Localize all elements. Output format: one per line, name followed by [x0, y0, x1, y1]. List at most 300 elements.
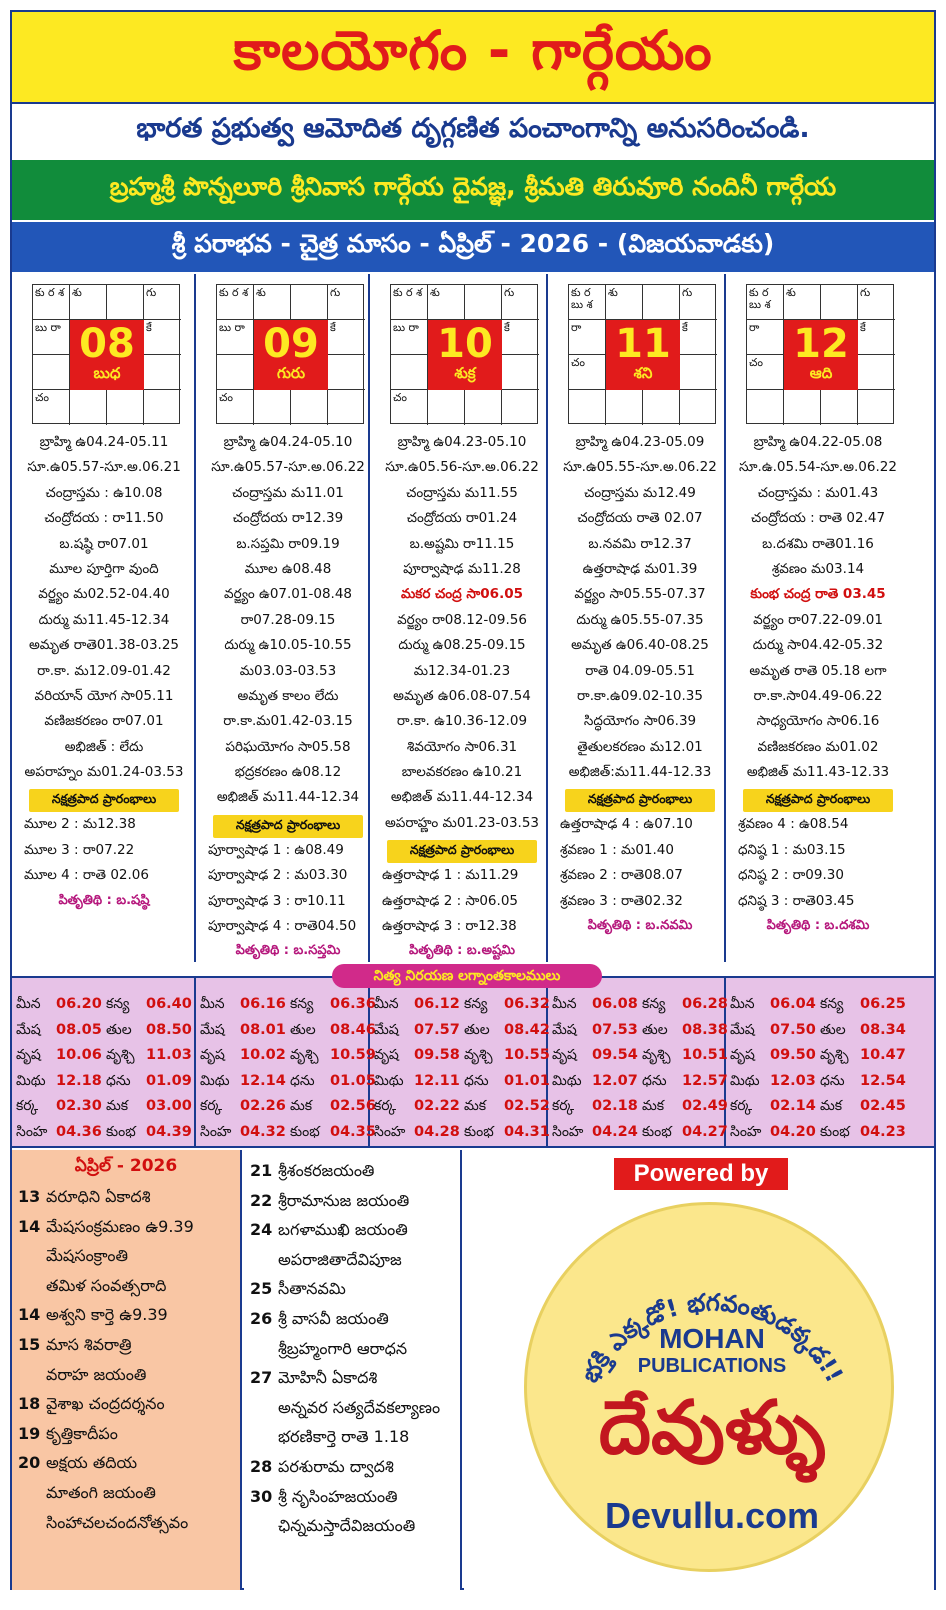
panchang-row: సిద్ధయోగం సా06.39: [583, 713, 697, 730]
lagna-time: 12.18: [56, 1072, 102, 1089]
planet-chart: [216, 284, 364, 424]
festival-item: [18, 1271, 234, 1301]
festival-name: అపరాజితాదేవిపూజ: [278, 1249, 402, 1269]
lagna-sign: వృష: [374, 1047, 399, 1063]
panchang-row: చంద్రాస్తమ మ11.55: [406, 484, 518, 501]
lagna-sign: మక: [290, 1098, 313, 1114]
panchang-row: దుర్ము సా04.42-05.32: [752, 637, 884, 654]
lagna-time: 01.09: [146, 1072, 192, 1089]
panchang-row: దుర్ము మ11.45-12.34: [38, 611, 170, 628]
festival-item: [18, 1448, 234, 1478]
panchang-row: చంద్రాస్తమ మ12.49: [584, 484, 696, 501]
chart-cell: చం: [33, 390, 70, 425]
pitru-tithi: పితృతిథి : బ.సప్తమి: [235, 943, 341, 959]
chart-cell: శు: [606, 285, 643, 320]
festival-item: [18, 1360, 234, 1390]
lagna-time: 12.07: [592, 1072, 638, 1089]
lagna-time: 02.45: [860, 1098, 906, 1114]
festival-heading: ఏప్రిల్ - 2026: [74, 1156, 178, 1176]
festival-name: మేషసంక్రాంతి: [46, 1246, 129, 1266]
chart-cell: కు ర బు శ: [747, 285, 784, 320]
panchang-row: పూర్వాషాఢ మ11.28: [403, 560, 521, 577]
festival-date: 26: [250, 1308, 273, 1328]
panchang-row: అభిజిత్ : లేదు: [64, 738, 144, 755]
panchang-row: పరిఘయోగం సా05.58: [225, 738, 351, 755]
chart-cell: [502, 390, 539, 425]
subtitle-authors: బ్రహ్మశ్రీ పొన్నలూరి శ్రీనివాస గార్గేయ దైవజ్ఞ, శ్రీమతి తిరువూరి నందినీ గార్గేయ: [12, 160, 934, 220]
chart-cell: కు ర శ: [217, 285, 254, 320]
festival-name: వరాహ జయంతి: [46, 1364, 147, 1384]
lagna-row: [12, 1018, 194, 1044]
lagna-sign: కుంభ: [464, 1123, 494, 1140]
logo-publications: PUBLICATIONS: [637, 1355, 787, 1377]
lagna-sign: మీన: [200, 996, 225, 1012]
panchang-details: [16, 430, 192, 911]
lagna-row: [370, 1120, 550, 1146]
nakshatra-row: ఉత్తరాషాఢ 2 : సా06.05: [382, 892, 518, 909]
chart-cell: రా: [569, 320, 606, 355]
festival-name: ఛిన్నమస్తాదేవిజయంతి: [278, 1516, 416, 1536]
lagna-sign: మేష: [552, 1021, 577, 1038]
lagna-row: [370, 992, 550, 1018]
nakshatra-row: ఉత్తరాషాఢ 1 : మ11.29: [382, 867, 519, 884]
chart-cell: [465, 285, 502, 320]
day-columns: [12, 274, 934, 962]
lagna-sign: మిథు: [16, 1072, 46, 1089]
lagna-time: 09.58: [414, 1047, 460, 1063]
nakshatra-row: శ్రవణం 4 : ఉ08.54: [738, 816, 849, 833]
chart-cell: కే: [680, 320, 717, 355]
chart-cell: [107, 390, 144, 425]
chart-cell: బు రా: [33, 320, 70, 355]
festival-name: శ్రీ వాసవీ జయంతి: [278, 1308, 389, 1328]
festival-name: కృత్తికాదీపం: [46, 1423, 118, 1443]
chart-cell: [680, 355, 717, 390]
festival-item: [250, 1363, 454, 1393]
panchang-row: అమృత కాలం లేదు: [237, 687, 339, 704]
nakshatra-heading: నక్షత్రపాద ప్రారంభాలు: [743, 789, 893, 812]
lagna-sign: మేష: [374, 1021, 399, 1038]
festival-item: [250, 1511, 454, 1541]
panchang-row: వరియాన్ యోగ సా05.11: [34, 687, 174, 704]
lagna-time: 08.46: [330, 1021, 376, 1038]
panchang-row: అమృత రాతె 05.18 లగా: [749, 662, 887, 679]
lagna-sign: కర్క: [16, 1098, 39, 1114]
festival-name: మాస శివరాత్రి: [46, 1334, 132, 1354]
lagna-time: 04.32: [240, 1123, 286, 1140]
lagna-column: [726, 978, 906, 1146]
pitru-tithi: పితృతిథి : బ.అష్టమి: [409, 943, 515, 959]
panchang-row: వర్జ్యం సా05.55-07.37: [574, 586, 706, 603]
lagna-sign: మేష: [730, 1021, 755, 1038]
festival-date: 25: [250, 1279, 273, 1299]
chart-cell: [291, 285, 328, 320]
lagna-time: 02.18: [592, 1098, 638, 1114]
lagna-row: [726, 1018, 906, 1044]
panchang-row: బ.అష్టమి రా11.15: [409, 535, 515, 552]
panchang-row: అభిజిత్ మ11.44-12.34: [390, 789, 534, 806]
chart-cell: కే: [144, 320, 181, 355]
festival-name: వరూధిని ఏకాదశి: [46, 1187, 151, 1206]
lagna-sign: సింహ: [374, 1123, 406, 1140]
festival-item: [250, 1452, 454, 1482]
chart-cell: గు: [858, 285, 895, 320]
lagna-time: 09.54: [592, 1047, 638, 1063]
lagna-time: 12.54: [860, 1072, 906, 1089]
festival-name: అశ్వని కార్తె ఉ9.39: [46, 1305, 168, 1325]
festival-date: 21: [250, 1161, 273, 1180]
panchang-row: అమృత ఉ06.40-08.25: [571, 637, 709, 654]
lagna-row: [12, 992, 194, 1018]
panchang-row: దుర్ము ఉ10.05-10.55: [224, 637, 352, 654]
festival-item: [18, 1419, 234, 1449]
lagna-sign: తుల: [106, 1021, 132, 1038]
festival-name: అక్షయ తదియ: [46, 1453, 138, 1473]
lagna-sign: కన్య: [290, 996, 314, 1012]
chart-cell: [107, 285, 144, 320]
lagna-time: 06.16: [240, 996, 286, 1012]
lagna-time: 04.31: [504, 1123, 550, 1140]
lagna-time: 08.38: [682, 1021, 728, 1038]
lagna-sign: కర్క: [730, 1098, 753, 1114]
panchang-row: అమృత ఉ06.08-07.54: [393, 687, 531, 704]
chart-cell: [858, 390, 895, 425]
lagna-time: 04.36: [56, 1123, 102, 1140]
lagna-sign: వృశ్చి: [464, 1047, 493, 1063]
panchang-row: చంద్రాస్తమ : మ01.43: [757, 484, 879, 501]
chart-cell: గు: [502, 285, 539, 320]
lagna-sign: మిథు: [552, 1072, 582, 1089]
lagna-time: 08.50: [146, 1021, 192, 1038]
panchang-row: బ్రాహ్మి ఉ04.24-05.11: [39, 434, 169, 450]
festival-item: [250, 1274, 454, 1304]
panchang-row: వర్జ్యం రా07.22-09.01: [753, 611, 883, 628]
festival-name: భరణికార్తె రాతె 1.18: [278, 1427, 410, 1447]
logo-website-link[interactable]: Devullu.com: [604, 1495, 820, 1536]
weekday-label: గురు: [276, 364, 306, 382]
panchang-row: అభిజిత్ మ11.44-12.34: [216, 789, 360, 806]
chart-cell: [217, 355, 254, 390]
lagna-sign: మీన: [730, 996, 755, 1012]
chart-cell: [502, 355, 539, 390]
lagna-row: [548, 1094, 728, 1120]
day-column: [370, 274, 548, 962]
chart-cell: గు: [328, 285, 365, 320]
chart-cell: గు: [144, 285, 181, 320]
panchang-row: వర్జ్యం రా08.12-09.56: [397, 611, 527, 628]
weekday-label: ఆది: [809, 364, 833, 382]
lagna-sign: మీన: [16, 996, 41, 1012]
festival-name: సింహాచలచందనోత్సవం: [46, 1512, 189, 1532]
festival-name: పరశురామ ద్వాదశి: [278, 1456, 394, 1476]
festival-list-right: [244, 1150, 462, 1590]
panchang-row: వణిజకరణం మ01.02: [757, 738, 879, 755]
date-number: 10: [437, 321, 493, 367]
lagna-time: 01.01: [504, 1072, 550, 1089]
lagna-time: 02.30: [56, 1098, 102, 1114]
chart-cell: [606, 390, 643, 425]
lagna-time: 04.23: [860, 1123, 906, 1140]
lagna-sign: వృశ్చి: [106, 1047, 135, 1063]
lagna-sign: కర్క: [552, 1098, 575, 1114]
lagna-time: 12.57: [682, 1072, 728, 1089]
lagna-time: 02.52: [504, 1098, 550, 1114]
nakshatra-heading: నక్షత్రపాద ప్రారంభాలు: [29, 789, 179, 812]
nakshatra-row: శ్రవణం 3 : రాతె02.32: [560, 892, 683, 909]
chart-cell: శు: [428, 285, 465, 320]
lagna-sign: ధను: [820, 1072, 845, 1089]
lagna-sign: కర్క: [200, 1098, 223, 1114]
chart-cell: [328, 390, 365, 425]
lagna-sign: కుంభ: [820, 1123, 850, 1140]
panchang-row: సూ.ఉ05.56-సూ.అ.06.22: [385, 459, 539, 476]
lagna-row: [196, 1094, 376, 1120]
lagna-time: 10.06: [56, 1047, 102, 1063]
lagna-time: 06.08: [592, 996, 638, 1012]
festival-date: 27: [250, 1368, 273, 1388]
lagna-time: 06.12: [414, 996, 460, 1012]
lagna-time: 02.14: [770, 1098, 816, 1114]
chart-cell: కు ర శ: [391, 285, 428, 320]
festival-item: [18, 1330, 234, 1360]
lagna-row: [196, 1120, 376, 1146]
lagna-sign: మీన: [374, 996, 399, 1012]
festival-date: 30: [250, 1486, 273, 1506]
logo-mohan: MOHAN: [659, 1323, 765, 1354]
panchang-row: చంద్రోదయ రాతె 02.07: [577, 510, 703, 527]
panchang-row: వణిజకరణం రా07.01: [44, 713, 164, 730]
chart-cell: శు: [254, 285, 291, 320]
panchang-row: రా.కా.ఉ09.02-10.35: [577, 687, 703, 704]
date-number: 12: [793, 321, 849, 367]
chart-cell: కు ర శ: [33, 285, 70, 320]
bottom-section: [12, 1150, 934, 1590]
lagna-time: 02.49: [682, 1098, 728, 1114]
festival-item: [250, 1422, 454, 1452]
festival-item: [18, 1212, 234, 1242]
calendar-page: [10, 10, 936, 1590]
planet-chart: [32, 284, 180, 424]
page-title: కాలయోగం - గార్గేయం: [233, 18, 713, 82]
festival-name: బగళాముఖి జయంతి: [278, 1220, 408, 1240]
chart-cell: శు: [70, 285, 107, 320]
subtitle-month: శ్రీ పరాభవ - చైత్ర మాసం - ఏప్రిల్ - 2026 - (విజయవాడకు): [12, 222, 934, 272]
planet-chart: [746, 284, 894, 424]
panchang-row: భద్రకరణం ఉ08.12: [234, 764, 342, 781]
festival-item: [250, 1482, 454, 1512]
lagna-time: 04.28: [414, 1123, 460, 1140]
panchang-row: వర్జ్యం మ02.52-04.40: [38, 586, 170, 603]
lagna-time: 02.56: [330, 1098, 376, 1114]
panchang-row: సాధ్యయోగం సా06.16: [756, 713, 880, 730]
panchang-row: చంద్రాస్తమ మ11.01: [232, 484, 344, 501]
festival-date: 22: [250, 1190, 273, 1210]
lagna-sign: కన్య: [820, 996, 844, 1012]
panchang-row: మ12.34-01.23: [413, 662, 511, 679]
lagna-row: [196, 992, 376, 1018]
chart-cell: [680, 390, 717, 425]
festival-name: శ్రీబ్రహ్మంగారి ఆరాధన: [278, 1338, 408, 1358]
lagna-row: [370, 1094, 550, 1120]
lagna-time: 08.42: [504, 1021, 550, 1038]
festival-item: [18, 1182, 234, 1212]
chart-cell: [821, 285, 858, 320]
chart-cell: [70, 390, 107, 425]
lagna-table: [12, 976, 934, 1148]
lagna-row: [370, 1043, 550, 1069]
panchang-details: [552, 430, 728, 936]
panchang-row: అపరాహ్నం మ01.24-03.53: [24, 764, 184, 781]
festival-name: శ్రీరామానుజ జయంతి: [278, 1190, 410, 1210]
lagna-row: [12, 1069, 194, 1095]
panchang-row: అమృత రాతె01.38-03.25: [28, 637, 180, 654]
lagna-time: 06.20: [56, 996, 102, 1012]
nakshatra-row: మూల 3 : రా07.22: [24, 841, 135, 858]
lagna-time: 03.00: [146, 1098, 192, 1114]
lagna-time: 06.25: [860, 996, 906, 1012]
festival-date: 24: [250, 1220, 273, 1240]
lagna-sign: తుల: [820, 1021, 846, 1038]
panchang-row: శివయోగం సా06.31: [406, 738, 518, 755]
lagna-time: 08.05: [56, 1021, 102, 1038]
lagna-sign: మక: [106, 1098, 129, 1114]
panchang-row: బ్రాహ్మి ఉ04.23-05.09: [575, 434, 705, 450]
title-banner: [12, 12, 934, 104]
panchang-row: సూ.ఉ.05.54-సూ.అ.06.22: [739, 459, 897, 476]
festival-date: 19: [18, 1423, 41, 1443]
lagna-time: 06.04: [770, 996, 816, 1012]
lagna-sign: మిథు: [374, 1072, 404, 1089]
festival-name: మాతంగి జయంతి: [46, 1482, 156, 1502]
panchang-row: దుర్ము ఉ05.55-07.35: [576, 611, 704, 628]
lagna-sign: మేష: [16, 1021, 41, 1038]
date-number: 09: [263, 321, 319, 367]
lagna-sign: ధను: [106, 1072, 131, 1089]
nakshatra-row: పూర్వాషాఢ 2 : మ03.30: [208, 867, 348, 884]
date-box: [428, 320, 502, 390]
lagna-time: 10.47: [860, 1047, 906, 1063]
festival-item: [18, 1508, 234, 1538]
chart-cell: చం: [391, 390, 428, 425]
chart-cell: గు: [680, 285, 717, 320]
lagna-row: [548, 1018, 728, 1044]
festival-item: [250, 1304, 454, 1334]
festival-name: అన్నవర సత్యదేవకల్యాణం: [278, 1397, 441, 1417]
panchang-row: బ.దశమి రాతె01.16: [762, 535, 874, 552]
panchang-row: బ్రాహ్మి ఉ04.22-05.08: [753, 434, 883, 450]
panchang-details: [374, 430, 550, 961]
lagna-row: [726, 1094, 906, 1120]
lagna-sign: తుల: [642, 1021, 668, 1038]
lagna-time: 08.01: [240, 1021, 286, 1038]
lagna-sign: కుంభ: [642, 1123, 672, 1140]
panchang-row: చంద్రోదయ : రా11.50: [44, 510, 164, 527]
nakshatra-heading: నక్షత్రపాద ప్రారంభాలు: [213, 815, 363, 838]
panchang-row: మూల ఉ08.48: [244, 560, 332, 577]
lagna-time: 06.40: [146, 996, 192, 1012]
festival-name: సీతానవమి: [278, 1279, 346, 1299]
lagna-sign: వృశ్చి: [290, 1047, 319, 1063]
festival-list-left: [12, 1150, 242, 1590]
festival-date: 18: [18, 1394, 41, 1414]
panchang-row: బ్రాహ్మి ఉ04.24-05.10: [223, 434, 353, 450]
lagna-sign: సింహ: [730, 1123, 762, 1140]
chart-cell: [784, 390, 821, 425]
lagna-time: 10.59: [330, 1047, 376, 1063]
panchang-row: రా.కా. ఉ10.36-12.09: [396, 713, 528, 730]
panchang-details: [200, 430, 376, 961]
nakshatra-row: మూల 4 : రాతె 02.06: [24, 867, 149, 884]
lagna-sign: మక: [820, 1098, 843, 1114]
date-box: [606, 320, 680, 390]
lagna-sign: కన్య: [464, 996, 488, 1012]
lagna-row: [548, 1043, 728, 1069]
panchang-row: బాలవకరణం ఉ10.21: [401, 764, 523, 781]
lagna-sign: సింహ: [16, 1123, 48, 1140]
festival-date: 15: [18, 1334, 41, 1354]
panchang-row: రాతె 04.09-05.51: [585, 662, 695, 679]
date-number: 08: [79, 321, 135, 367]
lagna-sign: ధను: [464, 1072, 489, 1089]
chart-cell: [858, 355, 895, 390]
panchang-row: కుంభ చంద్ర రాతె 03.45: [750, 586, 886, 603]
panchang-row: మ03.03-03.53: [239, 662, 337, 679]
festival-item: [250, 1334, 454, 1364]
lagna-sign: కన్య: [106, 996, 130, 1012]
pitru-tithi: పితృతిథి : బ.షష్ఠి: [58, 892, 150, 908]
lagna-time: 10.02: [240, 1047, 286, 1063]
panchang-row: తైతులకరణం మ12.01: [577, 738, 703, 755]
nakshatra-row: ఉత్తరాషాఢ 4 : ఉ07.10: [560, 816, 693, 833]
panchang-row: వర్జ్యం ఉ07.01-08.48: [224, 586, 352, 603]
panchang-row: చంద్రోదయ రా12.39: [232, 510, 344, 527]
chart-cell: చం: [217, 390, 254, 425]
chart-cell: కే: [502, 320, 539, 355]
nakshatra-row: పూర్వాషాఢ 4 : రాతె04.50: [208, 918, 357, 935]
panchang-row: రా.కా.సా04.49-06.22: [753, 687, 883, 704]
chart-cell: [328, 355, 365, 390]
panchang-row: మూల పూర్తిగా వుంది: [49, 560, 159, 577]
festival-item: [18, 1478, 234, 1508]
lagna-time: 04.35: [330, 1123, 376, 1140]
lagna-row: [370, 1018, 550, 1044]
lagna-row: [12, 1043, 194, 1069]
lagna-time: 07.50: [770, 1021, 816, 1038]
chart-cell: [747, 390, 784, 425]
festival-item: [250, 1156, 454, 1186]
lagna-heading: నిత్య నిరయణ లగ్నాంతకాలములు: [332, 964, 602, 988]
date-number: 11: [615, 321, 671, 367]
chart-cell: [144, 390, 181, 425]
lagna-row: [12, 1094, 194, 1120]
chart-cell: [821, 390, 858, 425]
lagna-sign: వృష: [730, 1047, 755, 1063]
lagna-sign: తుల: [290, 1021, 316, 1038]
nakshatra-row: పూర్వాషాఢ 1 : ఉ08.49: [208, 841, 344, 858]
chart-cell: కే: [328, 320, 365, 355]
lagna-sign: మక: [464, 1098, 487, 1114]
lagna-time: 06.32: [504, 996, 550, 1012]
lagna-sign: సింహ: [552, 1123, 584, 1140]
lagna-time: 04.27: [682, 1123, 728, 1140]
chart-cell: [144, 355, 181, 390]
lagna-sign: మేష: [200, 1021, 225, 1038]
festival-date: 14: [18, 1216, 41, 1236]
lagna-time: 11.03: [146, 1047, 192, 1063]
devullu-logo[interactable]: [524, 1202, 894, 1572]
lagna-time: 02.22: [414, 1098, 460, 1114]
chart-cell: [33, 355, 70, 390]
